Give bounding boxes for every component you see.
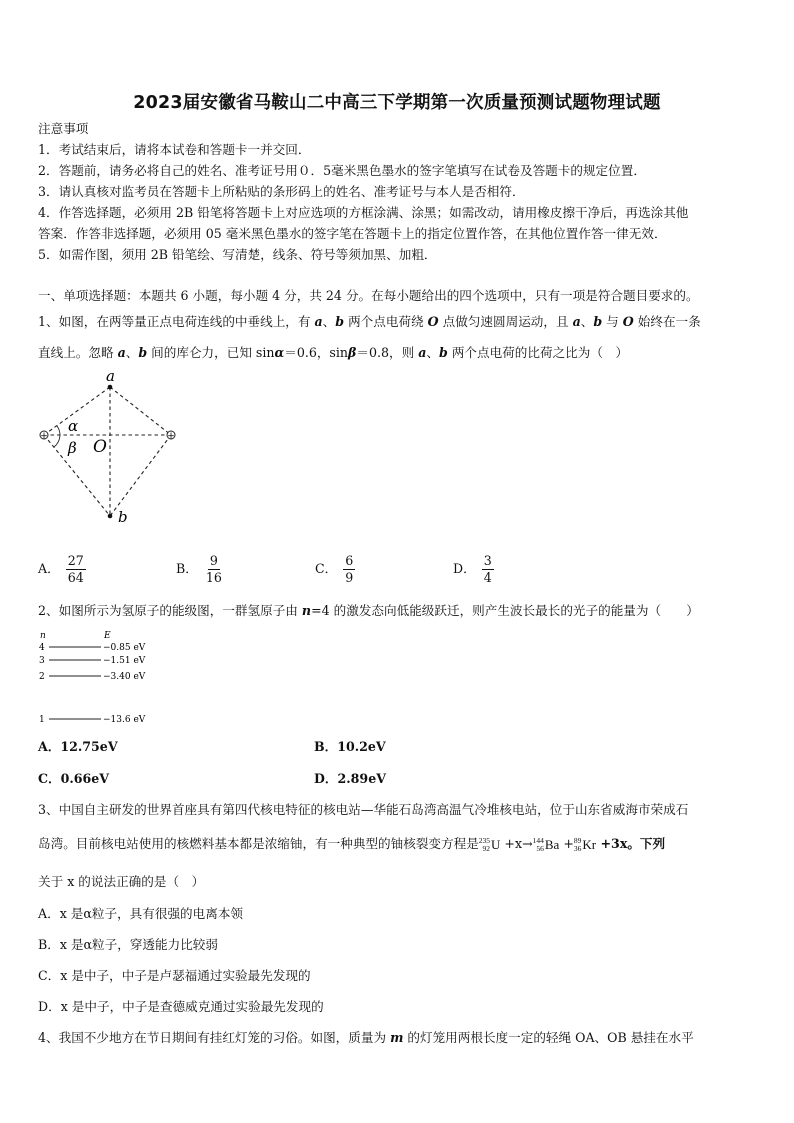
q1-text: 与 (602, 314, 623, 329)
q1-text: 、 (125, 345, 139, 360)
q1-option-d[interactable] (453, 554, 494, 585)
q1-plus-right: + (167, 431, 175, 442)
q1-label-beta: β (68, 439, 77, 457)
q1-var-b: b (593, 314, 603, 329)
q1-label-alpha: α (68, 417, 79, 435)
mass-number: 235 (478, 835, 491, 845)
q3-option-c[interactable]: C．x 是中子，中子是卢瑟福通过实验最先发现的 (38, 968, 311, 983)
q1-var-O: O (622, 314, 634, 329)
notice-item: 2．答题前，请务必将自己的姓名、准考证号用０．5毫米黑色墨水的签字笔填写在试卷及答题卡的规定位置． (38, 163, 646, 178)
q3-eq-text: + (559, 836, 574, 851)
q2-option-d[interactable]: D．2.89eV (314, 771, 386, 786)
q1-var-a: a (117, 345, 126, 360)
q3-eq-text: +x→ (500, 836, 533, 851)
q2-level-2 (39, 672, 146, 682)
q2-level-n: 3 (39, 656, 45, 666)
q1-option-label: A． (38, 561, 60, 576)
q1-label-a: a (106, 367, 115, 385)
q1-text: 点做匀速圆周运动，且 (438, 314, 573, 329)
q2-option-b[interactable]: B．10.2eV (314, 739, 386, 754)
q1-point-a (108, 385, 113, 390)
fraction-denominator: 64 (67, 570, 84, 585)
q1-option-label: C． (315, 561, 338, 576)
q2-text: =4 的激发态向低能级跃迁，则产生波长最长的光子的能量为（ ） (311, 603, 699, 618)
atomic-number: 92 (482, 843, 491, 853)
q4-stem-line1 (38, 1030, 694, 1046)
q1-option-b[interactable] (176, 554, 224, 585)
nuclide-indices (533, 837, 544, 853)
fraction-numerator: 27 (67, 553, 84, 568)
mass-number: 144 (532, 835, 544, 845)
q2-level-4 (39, 643, 146, 653)
q1-text: 、 (426, 345, 440, 360)
notice-heading: 注意事项 (38, 121, 89, 136)
q2-option-c[interactable]: C．0.66eV (38, 771, 110, 786)
q1-line-right-b (110, 435, 171, 516)
q1-var-b: b (138, 345, 148, 360)
notice-item: 1．考试结束后，请将本试卷和答题卡一并交回． (38, 142, 311, 157)
q1-point-b (108, 514, 113, 519)
element-symbol: Ba (544, 836, 560, 852)
q1-var-alpha: α (274, 345, 285, 360)
q1-text: 两个点电荷的比荷之比为（ ） (447, 345, 629, 360)
q2-level-energy: −0.85 eV (103, 643, 146, 653)
fraction-numerator: 6 (345, 553, 354, 568)
mass-number: 89 (573, 835, 582, 845)
q1-stem-line2 (38, 345, 628, 361)
q2-n-header: n (40, 631, 46, 641)
q1-plus-left: + (40, 431, 48, 442)
element-symbol: U (491, 836, 501, 852)
q3-stem-line3: 关于 x 的说法正确的是（ ） (38, 874, 205, 889)
q2-level-n: 2 (39, 672, 45, 682)
q4-text: 的灯笼用两根长度一定的轻绳 OA、OB 悬挂在水平 (403, 1030, 694, 1045)
q3-eq-text: +3x。下列 (596, 836, 666, 851)
nuclide-indices (574, 837, 582, 853)
q2-var-n: n (301, 603, 312, 618)
q1-angle-alpha-arc (57, 426, 60, 435)
fraction-numerator: 9 (209, 553, 218, 568)
q3-option-d[interactable]: D．x 是中子，中子是查德威克通过实验最先发现的 (38, 999, 324, 1014)
q3-nuclide-krypton (574, 837, 596, 853)
q1-text: 间的库仑力，已知 sin (147, 345, 275, 360)
fraction-numerator: 3 (483, 553, 492, 568)
q1-text: 两个点电荷绕 (344, 314, 428, 329)
q1-option-fraction (66, 554, 86, 585)
q2-stem (38, 603, 699, 619)
q1-charge-right (167, 431, 175, 442)
q1-text: ＝0.8，则 (356, 345, 419, 360)
q1-var-b: b (335, 314, 345, 329)
q1-option-a[interactable] (38, 554, 86, 585)
notice-item: 5．如需作图，须用 2B 铅笔绘、写清楚，线条、符号等须加黑、加粗． (38, 247, 437, 262)
q1-text: 、 (322, 314, 336, 329)
q3-nuclide-uranium (479, 837, 501, 853)
q3-text: 岛湾。目前核电站使用的核燃料基本都是浓缩铀，有一种典型的铀核裂变方程是 (38, 836, 479, 851)
q2-level-energy: −1.51 eV (103, 656, 146, 666)
q1-option-fraction (343, 554, 355, 585)
q2-level-n: 4 (39, 643, 45, 653)
q1-line-a-right (110, 387, 171, 435)
q1-option-label: D． (453, 561, 476, 576)
q1-text: ＝0.6，sin (284, 345, 349, 360)
q1-option-label: B． (176, 561, 198, 576)
q1-charge-left (40, 431, 48, 442)
fraction-denominator: 9 (345, 570, 354, 585)
q3-stem-line2 (38, 836, 665, 853)
q3-stem-line1: 3、中国自主研发的世界首座具有第四代核电特征的核电站—华能石岛湾高温气冷堆核电站，位于山东省威海市荣成石 (38, 802, 689, 817)
element-symbol: Kr (582, 836, 597, 852)
q4-var-m: m (390, 1030, 404, 1045)
q2-energy-level-diagram (34, 626, 174, 728)
q1-text: 、 (580, 314, 594, 329)
q1-angle-beta-arc (54, 435, 60, 447)
q1-text: 直线上。忽略 (38, 345, 118, 360)
q2-level-n: 1 (39, 715, 45, 725)
q3-option-b[interactable]: B．x 是α粒子，穿透能力比较弱 (38, 937, 218, 952)
q2-level-3 (39, 656, 146, 666)
notice-item: 3．请认真核对监考员在答题卡上所粘贴的条形码上的姓名、准考证号与本人是否相符． (38, 184, 525, 199)
q1-text: 始终在一条 (633, 314, 701, 329)
q3-option-a[interactable]: A．x 是α粒子，具有很强的电离本领 (38, 906, 244, 921)
atomic-number: 36 (573, 843, 582, 853)
fraction-denominator: 16 (205, 570, 222, 585)
q1-var-beta: β (348, 345, 357, 360)
q2-level-1 (39, 715, 146, 725)
q1-var-b: b (439, 345, 448, 360)
q3-nuclide-barium (533, 837, 560, 853)
q1-label-O: O (93, 437, 107, 457)
q2-level-energy: −3.40 eV (103, 672, 146, 682)
q4-text: 4、我国不少地方在节日期间有挂红灯笼的习俗。如图，质量为 (38, 1030, 391, 1045)
q1-var-a: a (572, 314, 581, 329)
q2-text: 2、如图所示为氢原子的能级图，一群氢原子由 (38, 603, 302, 618)
atomic-number: 56 (536, 843, 544, 853)
q1-stem-line1 (38, 314, 701, 330)
q1-text: 1、如图，在两等量正点电荷连线的中垂线上，有 (38, 314, 315, 329)
q1-var-a: a (418, 345, 427, 360)
q1-option-fraction (204, 554, 224, 585)
q1-option-c[interactable] (315, 554, 355, 585)
q1-var-a: a (314, 314, 323, 329)
q1-label-b: b (118, 508, 128, 526)
page-title: 2023届安徽省马鞍山二中高三下学期第一次质量预测试题物理试题 (133, 93, 661, 113)
notice-item: 4．作答选择题，必须用 2B 铅笔将答题卡上对应选项的方框涂满、涂黑；如需改动，请用橡皮擦干净后，再选涂其他 (38, 205, 689, 220)
q2-level-energy: −13.6 eV (103, 715, 146, 725)
q1-figure (30, 366, 200, 528)
q1-var-O: O (427, 314, 439, 329)
q2-option-a[interactable]: A．12.75eV (38, 739, 118, 754)
q2-e-header: E (104, 631, 111, 641)
section-heading: 一、单项选择题：本题共 6 小题，每小题 4 分，共 24 分。在每小题给出的四个选项中，只有一项是符合题目要求的。 (38, 288, 699, 303)
nuclide-indices (479, 837, 490, 853)
q1-option-fraction (482, 554, 494, 585)
fraction-denominator: 4 (483, 570, 492, 585)
notice-item: 答案．作答非选择题，必须用 05 毫米黑色墨水的签字笔在答题卡上的指定位置作答，在其他位置作答一律无效． (38, 226, 667, 241)
